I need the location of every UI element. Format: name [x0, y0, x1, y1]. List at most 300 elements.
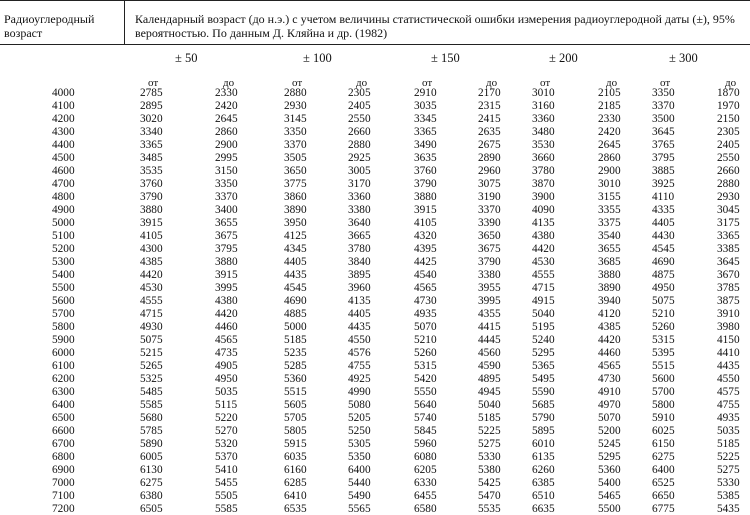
table-cell: 4135: [348, 295, 371, 307]
table-cell: 4915: [532, 295, 555, 307]
table-cell: 4380: [215, 295, 238, 307]
table-cell: 4355: [478, 308, 501, 320]
header-divider: [124, 0, 125, 44]
table-cell: 5910: [652, 412, 675, 424]
table-cell: 5455: [215, 477, 238, 489]
table-cell: 6505: [140, 503, 163, 515]
table-cell: 3795: [215, 243, 238, 255]
table-cell: 3190: [478, 191, 501, 203]
table-cell: 3360: [348, 191, 371, 203]
table-cell: 4935: [414, 308, 437, 320]
table-cell: 5000: [284, 321, 307, 333]
table-cell: 4925: [348, 373, 371, 385]
table-cell: 5605: [284, 399, 307, 411]
table-cell: 6285: [284, 477, 307, 489]
table-cell: 3005: [348, 165, 371, 177]
table-cell: 3955: [478, 282, 501, 294]
table-cell: 5465: [598, 490, 621, 502]
table-cell: 3915: [215, 269, 238, 281]
table-cell: 6650: [652, 490, 675, 502]
table-cell: 6635: [532, 503, 555, 515]
table-cell: 3365: [414, 126, 437, 138]
table-cell: 6455: [414, 490, 437, 502]
table-cell: 6160: [284, 464, 307, 476]
row-age: 6300: [52, 386, 75, 398]
table-cell: 3175: [717, 217, 740, 229]
table-cell: 2930: [284, 100, 307, 112]
table-cell: 3500: [652, 113, 675, 125]
header-radiocarbon-age: Радиоуглеродный возраст: [4, 12, 95, 40]
table-cell: 5485: [140, 386, 163, 398]
table-cell: 5275: [478, 438, 501, 450]
table-cell: 6205: [414, 464, 437, 476]
table-cell: 5080: [348, 399, 371, 411]
table-cell: 6260: [532, 464, 555, 476]
table-cell: 3760: [414, 165, 437, 177]
table-cell: 4435: [348, 321, 371, 333]
table-cell: 5295: [532, 347, 555, 359]
table-cell: 4335: [652, 204, 675, 216]
table-cell: 3535: [140, 165, 163, 177]
table-cell: 5740: [414, 412, 437, 424]
row-age: 4400: [52, 139, 75, 151]
table-cell: 4385: [598, 321, 621, 333]
table-cell: 5705: [284, 412, 307, 424]
table-cell: 5515: [652, 360, 675, 372]
table-cell: 5325: [140, 373, 163, 385]
table-cell: 3360: [532, 113, 555, 125]
table-cell: 4420: [598, 334, 621, 346]
row-age: 6600: [52, 425, 75, 437]
group-heading: ± 150: [431, 51, 460, 65]
table-cell: 5295: [598, 451, 621, 463]
table-cell: 3670: [717, 269, 740, 281]
table-cell: 3685: [598, 256, 621, 268]
table-cell: 5040: [478, 399, 501, 411]
table-top-border: [0, 0, 750, 1]
table-cell: 5505: [215, 490, 238, 502]
table-cell: 2880: [348, 139, 371, 151]
header-calendar-age: Календарный возраст (до н.э.) с учетом величины статистической ошибки измерения радиоуглеродной даты (±), 95% вероятностью. По данным Д. Кляйна и др. (1982): [135, 12, 735, 40]
table-cell: 3370: [478, 204, 501, 216]
table-cell: 6525: [652, 477, 675, 489]
subheading-from: от: [660, 77, 671, 89]
table-cell: 5285: [284, 360, 307, 372]
table-cell: 2645: [598, 139, 621, 151]
table-cell: 5185: [478, 412, 501, 424]
table-cell: 5240: [532, 334, 555, 346]
table-cell: 3790: [414, 178, 437, 190]
row-age: 4500: [52, 152, 75, 164]
table-cell: 2105: [598, 87, 621, 99]
table-cell: 3665: [348, 230, 371, 242]
table-cell: 3880: [140, 204, 163, 216]
group-heading: ± 200: [549, 51, 578, 65]
table-cell: 5515: [284, 386, 307, 398]
table-cell: 4420: [140, 269, 163, 281]
table-cell: 5590: [532, 386, 555, 398]
table-cell: 5320: [215, 438, 238, 450]
row-age: 7200: [52, 503, 75, 515]
table-cell: 3880: [598, 269, 621, 281]
table-cell: 3940: [598, 295, 621, 307]
row-age: 4000: [52, 87, 75, 99]
table-cell: 3780: [532, 165, 555, 177]
table-cell: 4945: [478, 386, 501, 398]
table-cell: 5960: [414, 438, 437, 450]
table-cell: 5805: [284, 425, 307, 437]
table-cell: 2645: [215, 113, 238, 125]
table-cell: 3760: [140, 178, 163, 190]
table-cell: 5350: [348, 451, 371, 463]
table-cell: 4590: [478, 360, 501, 372]
row-age: 5500: [52, 282, 75, 294]
table-cell: 3870: [532, 178, 555, 190]
table-cell: 5195: [532, 321, 555, 333]
table-cell: 5845: [414, 425, 437, 437]
table-cell: 3350: [652, 87, 675, 99]
table-cell: 5550: [414, 386, 437, 398]
table-cell: 5395: [652, 347, 675, 359]
table-cell: 4935: [717, 412, 740, 424]
table-cell: 4930: [140, 321, 163, 333]
table-cell: 2860: [598, 152, 621, 164]
table-cell: 4540: [414, 269, 437, 281]
table-cell: 5245: [598, 438, 621, 450]
table-cell: 4690: [652, 256, 675, 268]
table-cell: 2185: [598, 100, 621, 112]
table-cell: 2315: [478, 100, 501, 112]
table-cell: 6385: [532, 477, 555, 489]
table-cell: 3145: [284, 113, 307, 125]
table-cell: 4715: [140, 308, 163, 320]
table-cell: 5265: [140, 360, 163, 372]
table-cell: 3980: [717, 321, 740, 333]
table-cell: 5535: [478, 503, 501, 515]
table-cell: 6400: [652, 464, 675, 476]
table-cell: 4560: [478, 347, 501, 359]
table-cell: 3370: [652, 100, 675, 112]
subheading-to: до: [725, 77, 737, 89]
row-age: 5000: [52, 217, 75, 229]
table-cell: 3795: [652, 152, 675, 164]
table-cell: 4405: [652, 217, 675, 229]
table-cell: 4555: [140, 295, 163, 307]
table-cell: 5235: [284, 347, 307, 359]
table-cell: 4420: [215, 308, 238, 320]
table-cell: 3655: [598, 243, 621, 255]
table-cell: 3995: [215, 282, 238, 294]
table-cell: 3765: [652, 139, 675, 151]
table-cell: 3840: [348, 256, 371, 268]
table-cell: 2675: [478, 139, 501, 151]
table-cell: 3915: [140, 217, 163, 229]
row-age: 7100: [52, 490, 75, 502]
table-cell: 4576: [348, 347, 371, 359]
table-cell: 3370: [284, 139, 307, 151]
table-cell: 3340: [140, 126, 163, 138]
row-age: 6200: [52, 373, 75, 385]
table-cell: 5205: [348, 412, 371, 424]
table-cell: 2895: [140, 100, 163, 112]
table-cell: 2890: [478, 152, 501, 164]
table-cell: 2860: [215, 126, 238, 138]
row-age: 5100: [52, 230, 75, 242]
header-bottom-border: [0, 44, 750, 45]
table-cell: 5360: [284, 373, 307, 385]
table-cell: 2150: [717, 113, 740, 125]
table-cell: 5585: [140, 399, 163, 411]
table-cell: 5785: [140, 425, 163, 437]
row-age: 5800: [52, 321, 75, 333]
table-cell: 3010: [598, 178, 621, 190]
table-cell: 5315: [414, 360, 437, 372]
table-cell: 4555: [532, 269, 555, 281]
table-cell: 5260: [414, 347, 437, 359]
table-cell: 3350: [284, 126, 307, 138]
row-age: 6800: [52, 451, 75, 463]
subheading-to: до: [486, 77, 498, 89]
table-cell: 3780: [348, 243, 371, 255]
table-cell: 5330: [717, 477, 740, 489]
table-cell: 4545: [652, 243, 675, 255]
table-cell: 4090: [532, 204, 555, 216]
table-cell: 5035: [215, 386, 238, 398]
row-age: 5300: [52, 256, 75, 268]
table-cell: 1970: [717, 100, 740, 112]
table-cell: 3400: [215, 204, 238, 216]
table-cell: 5040: [532, 308, 555, 320]
row-age: 4200: [52, 113, 75, 125]
table-cell: 3925: [652, 178, 675, 190]
table-cell: 5385: [717, 490, 740, 502]
table-cell: 4990: [348, 386, 371, 398]
group-heading: ± 100: [303, 51, 332, 65]
table-cell: 3890: [598, 282, 621, 294]
group-heading: ± 300: [669, 51, 698, 65]
row-age: 5200: [52, 243, 75, 255]
table-cell: 5075: [140, 334, 163, 346]
table-cell: 5890: [140, 438, 163, 450]
table-cell: 3345: [414, 113, 437, 125]
table-cell: 4545: [284, 282, 307, 294]
table-cell: 3890: [284, 204, 307, 216]
table-cell: 5370: [215, 451, 238, 463]
table-cell: 4875: [652, 269, 675, 281]
table-cell: 5115: [215, 399, 238, 411]
table-cell: 5565: [348, 503, 371, 515]
table-cell: 4125: [284, 230, 307, 242]
table-cell: 4460: [598, 347, 621, 359]
subheading-from: от: [148, 77, 159, 89]
subheading-to: до: [223, 77, 235, 89]
subheading-from: от: [540, 77, 551, 89]
table-cell: 3650: [284, 165, 307, 177]
table-cell: 4105: [414, 217, 437, 229]
table-cell: 4395: [414, 243, 437, 255]
table-cell: 6410: [284, 490, 307, 502]
table-cell: 3675: [478, 243, 501, 255]
table-cell: 3035: [414, 100, 437, 112]
row-age: 4100: [52, 100, 75, 112]
row-age: 6700: [52, 438, 75, 450]
table-cell: 3020: [140, 113, 163, 125]
table-cell: 3390: [478, 217, 501, 229]
row-age: 5900: [52, 334, 75, 346]
table-cell: 3480: [532, 126, 555, 138]
table-cell: 5070: [414, 321, 437, 333]
table-cell: 6510: [532, 490, 555, 502]
table-cell: 3010: [532, 87, 555, 99]
table-cell: 3540: [598, 230, 621, 242]
row-age: 6100: [52, 360, 75, 372]
table-cell: 2420: [598, 126, 621, 138]
table-cell: 3790: [140, 191, 163, 203]
subheading-to: до: [606, 77, 618, 89]
table-cell: 2900: [598, 165, 621, 177]
table-cell: 6400: [348, 464, 371, 476]
table-cell: 2910: [414, 87, 437, 99]
table-cell: 3675: [215, 230, 238, 242]
table-cell: 4905: [215, 360, 238, 372]
table-cell: 3960: [348, 282, 371, 294]
table-cell: 6275: [652, 451, 675, 463]
table-cell: 3160: [532, 100, 555, 112]
table-cell: 4415: [478, 321, 501, 333]
table-cell: 5270: [215, 425, 238, 437]
table-cell: 5225: [717, 451, 740, 463]
table-cell: 5495: [532, 373, 555, 385]
table-cell: 4150: [717, 334, 740, 346]
table-cell: 5585: [215, 503, 238, 515]
table-cell: 3885: [652, 165, 675, 177]
table-cell: 5185: [717, 438, 740, 450]
table-cell: 4425: [414, 256, 437, 268]
table-cell: 3150: [215, 165, 238, 177]
table-cell: 5435: [717, 503, 740, 515]
table-cell: 5250: [348, 425, 371, 437]
table-cell: 3490: [414, 139, 437, 151]
table-cell: 3645: [717, 256, 740, 268]
table-cell: 5470: [478, 490, 501, 502]
table-cell: 6130: [140, 464, 163, 476]
table-cell: 3075: [478, 178, 501, 190]
table-cell: 3380: [478, 269, 501, 281]
table-cell: 4885: [284, 308, 307, 320]
table-cell: 5210: [652, 308, 675, 320]
table-cell: 3880: [414, 191, 437, 203]
table-cell: 4385: [140, 256, 163, 268]
table-cell: 3485: [140, 152, 163, 164]
table-cell: 5640: [414, 399, 437, 411]
table-cell: 3635: [414, 152, 437, 164]
table-cell: 5680: [140, 412, 163, 424]
table-cell: 2550: [348, 113, 371, 125]
table-cell: 4735: [215, 347, 238, 359]
table-cell: 4970: [598, 399, 621, 411]
table-cell: 4530: [532, 256, 555, 268]
table-cell: 3530: [532, 139, 555, 151]
table-cell: 3880: [215, 256, 238, 268]
table-cell: 2925: [348, 152, 371, 164]
table-cell: 5700: [652, 386, 675, 398]
table-cell: 2405: [717, 139, 740, 151]
table-cell: 5185: [284, 334, 307, 346]
table-cell: 2330: [215, 87, 238, 99]
row-age: 4700: [52, 178, 75, 190]
table-cell: 3785: [717, 282, 740, 294]
table-cell: 5400: [598, 477, 621, 489]
table-cell: 3895: [348, 269, 371, 281]
table-cell: 2880: [717, 178, 740, 190]
table-cell: 3650: [478, 230, 501, 242]
table-cell: 5790: [532, 412, 555, 424]
table-cell: 6150: [652, 438, 675, 450]
table-cell: 4380: [532, 230, 555, 242]
table-cell: 3910: [717, 308, 740, 320]
table-cell: 3385: [717, 243, 740, 255]
table-cell: 4300: [140, 243, 163, 255]
table-cell: 5500: [598, 503, 621, 515]
table-cell: 4105: [140, 230, 163, 242]
table-cell: 3775: [284, 178, 307, 190]
table-cell: 5315: [652, 334, 675, 346]
table-cell: 5685: [532, 399, 555, 411]
table-cell: 3640: [348, 217, 371, 229]
table-cell: 5215: [140, 347, 163, 359]
table-cell: 5260: [652, 321, 675, 333]
row-age: 6900: [52, 464, 75, 476]
row-age: 4900: [52, 204, 75, 216]
table-cell: 5070: [598, 412, 621, 424]
table-cell: 5600: [652, 373, 675, 385]
group-heading: ± 50: [175, 51, 198, 65]
table-cell: 2330: [598, 113, 621, 125]
table-cell: 2420: [215, 100, 238, 112]
table-cell: 6010: [532, 438, 555, 450]
table-cell: 3875: [717, 295, 740, 307]
table-cell: 4755: [717, 399, 740, 411]
table-cell: 6035: [284, 451, 307, 463]
table-cell: 2660: [348, 126, 371, 138]
table-cell: 3505: [284, 152, 307, 164]
table-cell: 6135: [532, 451, 555, 463]
table-cell: 1870: [717, 87, 740, 99]
subheading-from: от: [422, 77, 433, 89]
table-cell: 3950: [284, 217, 307, 229]
table-cell: 3380: [348, 204, 371, 216]
table-cell: 2170: [478, 87, 501, 99]
table-cell: 4445: [478, 334, 501, 346]
table-cell: 3900: [532, 191, 555, 203]
table-cell: 4910: [598, 386, 621, 398]
table-cell: 3355: [598, 204, 621, 216]
table-cell: 4565: [598, 360, 621, 372]
table-cell: 2405: [348, 100, 371, 112]
table-cell: 5200: [598, 425, 621, 437]
table-cell: 4110: [652, 191, 675, 203]
row-age: 5400: [52, 269, 75, 281]
subheading-to: до: [356, 77, 368, 89]
table-cell: 4565: [215, 334, 238, 346]
subheading-from: от: [292, 77, 303, 89]
table-cell: 6330: [414, 477, 437, 489]
table-cell: 4435: [284, 269, 307, 281]
table-cell: 3995: [478, 295, 501, 307]
table-cell: 3655: [215, 217, 238, 229]
table-cell: 6025: [652, 425, 675, 437]
table-cell: 6535: [284, 503, 307, 515]
